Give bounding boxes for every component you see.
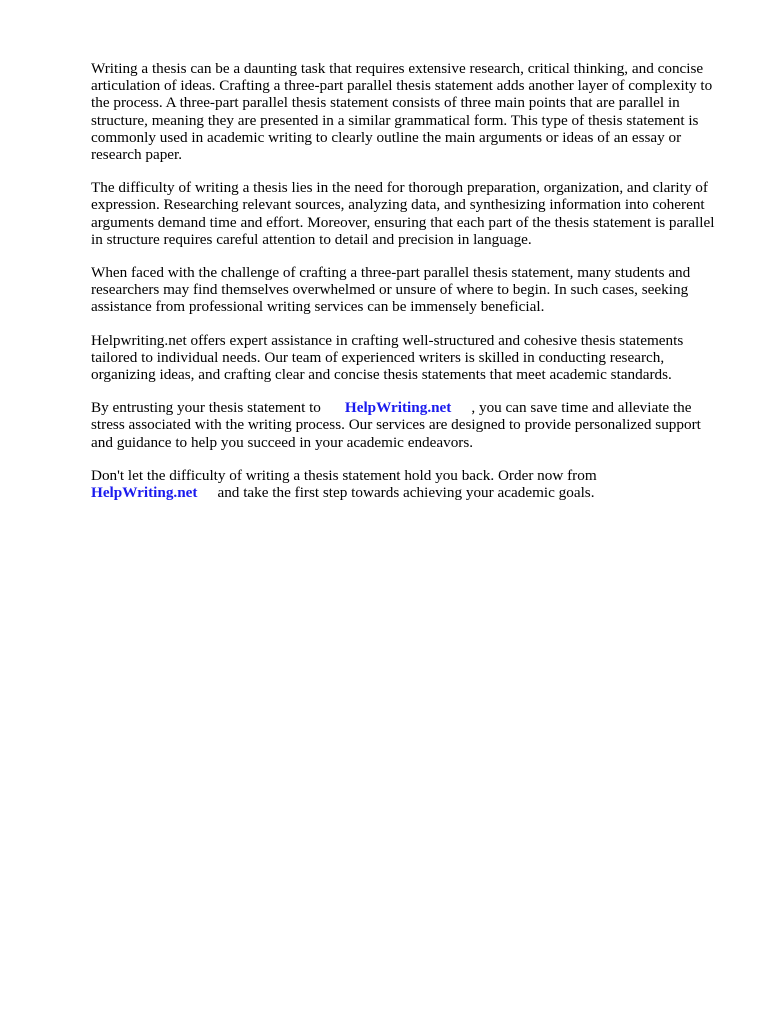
paragraph-order-text-after: and take the first step towards achieving your academic goals. <box>217 484 595 502</box>
paragraph-order-text-before: Don't let the difficulty of writing a thesis statement hold you back. Order now from <box>91 466 597 484</box>
paragraph-challenge: When faced with the challenge of crafting a three-part parallel thesis statement, many students and researchers may find themselves overwhelmed or unsure of where to begin. In such cases, seeking assistance from professional writing services can be immensely beneficial. <box>91 264 691 316</box>
paragraph-order <box>91 467 721 501</box>
paragraph-intro: Writing a thesis can be a daunting task that requires extensive research, critical thinking, and concise articulation of ideas. Crafting a three-part parallel thesis statement adds another layer of complexity to the process. A three-part parallel thesis statement consists of three main points that are parallel in structure, meaning they are presented in a similar grammatical form. This type of thesis statement is commonly used in academic writing to clearly outline the main arguments or ideas of an essay or research paper. <box>91 60 713 164</box>
paragraph-entrust <box>91 399 721 451</box>
helpwriting-link-order[interactable]: HelpWriting.net <box>91 484 198 502</box>
helpwriting-link-inline[interactable]: HelpWriting.net <box>344 399 452 417</box>
paragraph-entrust-text-after: , you can save time and alleviate the stress associated with the writing process. Our services are designed to provide personalized support and guidance to help you succeed in your academic endeavors. <box>91 399 701 451</box>
document-body <box>91 60 721 517</box>
paragraph-difficulty: The difficulty of writing a thesis lies in the need for thorough preparation, organization, and clarity of expression. Researching relevant sources, analyzing data, and synthesizing information into coherent arguments demand time and effort. Moreover, ensuring that each part of the thesis statement is parallel in structure requires careful attention to detail and precision in language. <box>91 179 715 248</box>
paragraph-entrust-text-before: By entrusting your thesis statement to <box>91 399 321 417</box>
paragraph-service: Helpwriting.net offers expert assistance in crafting well-structured and cohesive thesis statements tailored to individual needs. Our team of experienced writers is skilled in conducting research, organizing ideas, and crafting clear and concise thesis statements that meet academic standards. <box>91 331 684 384</box>
